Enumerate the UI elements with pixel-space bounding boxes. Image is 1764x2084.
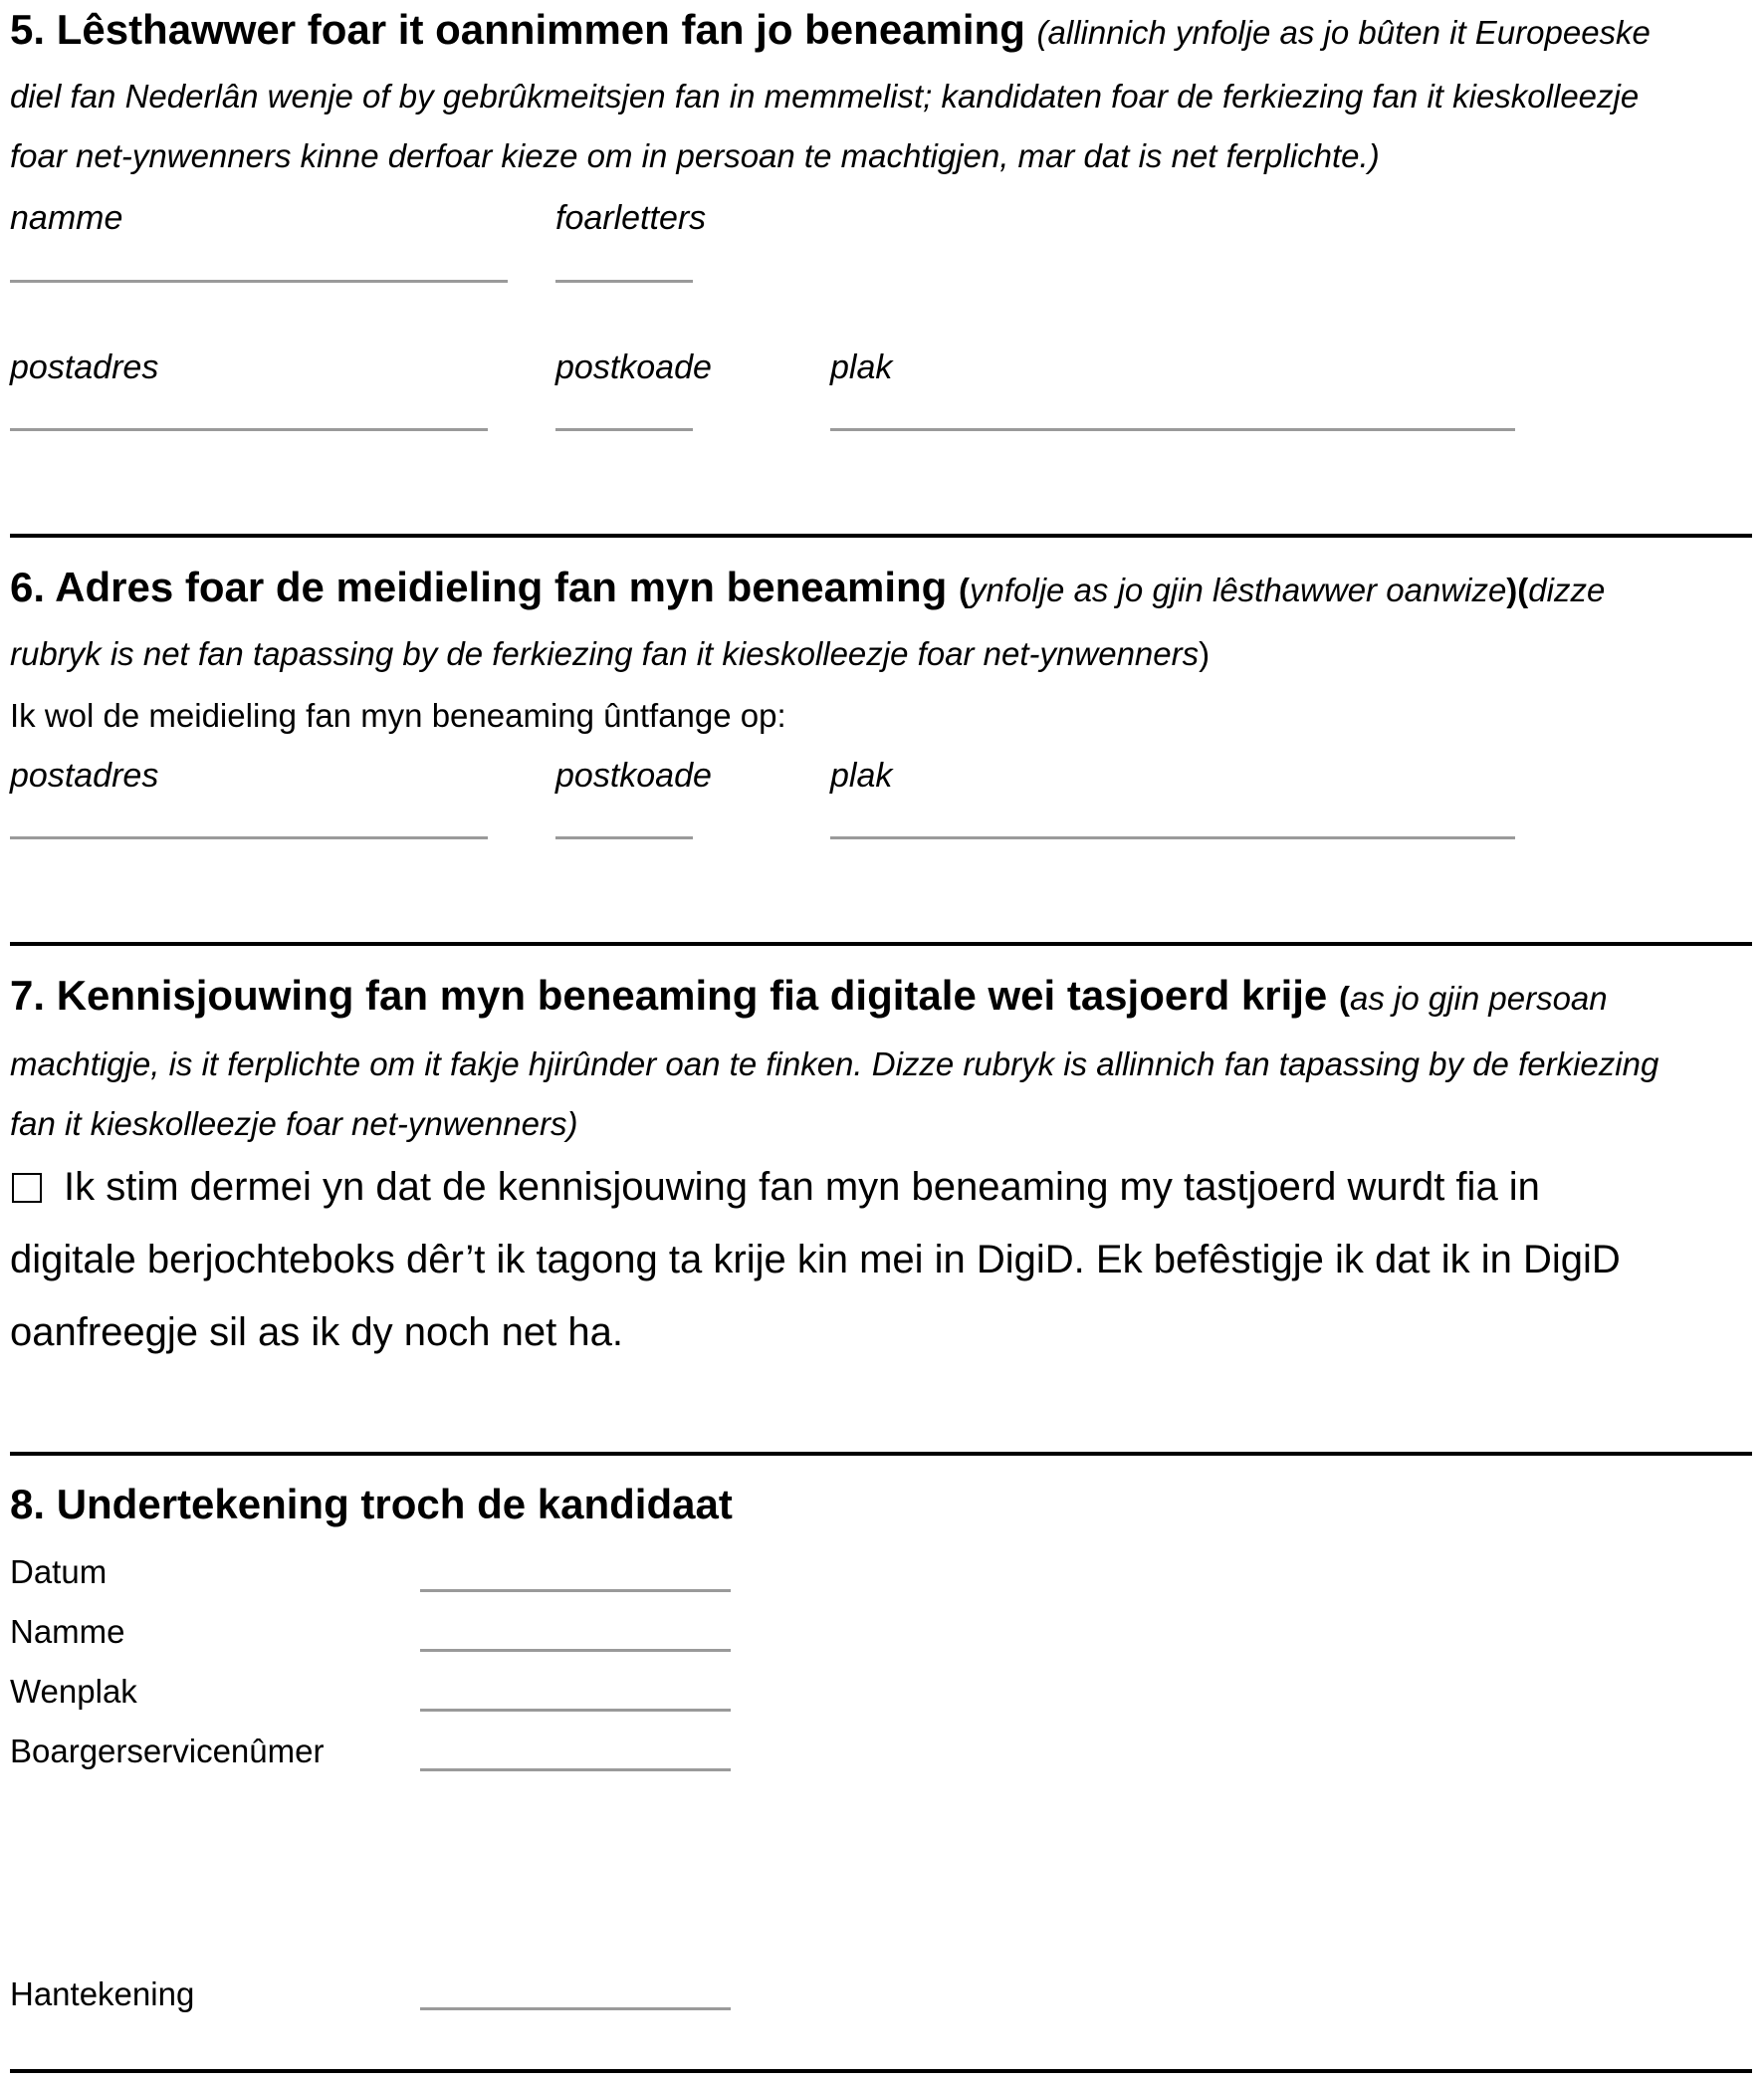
- label-namme: namme: [10, 199, 123, 237]
- paren-mid: )(: [1506, 572, 1529, 608]
- section-5-note-line-2: diel fan Nederlân wenje of by gebrûkmeitsjen fan in memmelist; kandidaten foar de ferkiezing fan it kieskolleezje: [10, 78, 1640, 115]
- section-5-heading: 5. Lêsthawwer foar it oannimmen fan jo beneaming: [10, 6, 1025, 53]
- section-5-note-line-3: foar net-ynwenners kinne derfoar kieze om in persoan te machtigjen, mar dat is net ferplichte.): [10, 137, 1380, 174]
- section-7-note-line-3: fan it kieskolleezje foar net-ynwenners): [10, 1105, 578, 1142]
- label-wenplak: Wenplak: [10, 1673, 137, 1710]
- section-divider: [10, 2069, 1752, 2073]
- section-6-heading: 6. Adres foar de meidieling fan myn beneaming: [10, 564, 948, 610]
- datum-field[interactable]: [420, 1589, 731, 1592]
- section-divider: [10, 942, 1752, 946]
- section-7-note-line-1: as jo gjin persoan: [1349, 980, 1608, 1017]
- label-plak: plak: [830, 348, 893, 386]
- section-6-note-line-2-text: rubryk is net fan tapassing by de ferkiezing fan it kieskolleezje foar net-ynwenners: [10, 635, 1200, 672]
- label-namme-sign: Namme: [10, 1613, 125, 1650]
- label-postkoade: postkoade: [555, 348, 712, 386]
- consent-text-line-3: oanfreegje sil as ik dy noch net ha.: [10, 1310, 623, 1354]
- section-5-title: [10, 6, 1651, 54]
- namme-field[interactable]: [10, 280, 508, 283]
- section-7-title: [10, 972, 1608, 1020]
- label-postadres-2: postadres: [10, 757, 159, 795]
- section-7-note-line-2: machtigje, is it ferplichte om it fakje hjirûnder oan te finken. Dizze rubryk is allinnich fan tapassing by de ferkiezing: [10, 1045, 1659, 1082]
- paren-close: ): [1199, 635, 1211, 672]
- hantekening-field[interactable]: [420, 2007, 731, 2010]
- section-8-heading: 8. Undertekening troch de kandidaat: [10, 1481, 733, 1527]
- plak-field[interactable]: [830, 428, 1515, 431]
- postadres-field[interactable]: [10, 428, 488, 431]
- label-bsn: Boargerservicenûmer: [10, 1733, 325, 1769]
- section-6-note-line-2: [10, 635, 1210, 673]
- bsn-field[interactable]: [420, 1768, 731, 1771]
- section-divider: [10, 534, 1752, 538]
- label-postadres: postadres: [10, 348, 159, 386]
- section-6-note-dizze: dizze: [1528, 572, 1606, 608]
- label-hantekening: Hantekening: [10, 1975, 195, 2012]
- postkoade-field[interactable]: [555, 428, 693, 431]
- section-6-intro: Ik wol de meidieling fan myn beneaming ûntfange op:: [10, 697, 786, 734]
- section-6-title: [10, 564, 1605, 611]
- consent-text-line-2: digitale berjochteboks dêr’t ik tagong ta krije kin mei in DigiD. Ek befêstigje ik dat ik in DigiD: [10, 1238, 1621, 1281]
- label-foarletters: foarletters: [555, 199, 707, 237]
- section-6-note-italic: ynfolje as jo gjin lêsthawwer oanwize: [970, 572, 1507, 608]
- wenplak-field[interactable]: [420, 1709, 731, 1712]
- postkoade-field-2[interactable]: [555, 836, 693, 839]
- plak-field-2[interactable]: [830, 836, 1515, 839]
- paren-open: (: [959, 572, 971, 608]
- section-divider: [10, 1452, 1752, 1456]
- label-plak-2: plak: [830, 757, 893, 795]
- section-7-heading: 7. Kennisjouwing fan myn beneaming fia digitale wei tasjoerd krije: [10, 972, 1328, 1019]
- label-datum: Datum: [10, 1553, 108, 1590]
- digid-consent-checkbox[interactable]: [12, 1173, 42, 1203]
- paren-open: (: [1338, 980, 1350, 1017]
- label-postkoade-2: postkoade: [555, 757, 712, 795]
- postadres-field-2[interactable]: [10, 836, 488, 839]
- section-5-note-line-1: (allinnich ynfolje as jo bûten it Europeeske: [1036, 14, 1651, 51]
- consent-text-line-1: Ik stim dermei yn dat de kennisjouwing fan myn beneaming my tastjoerd wurdt fia in: [64, 1165, 1540, 1209]
- foarletters-field[interactable]: [555, 280, 693, 283]
- namme-sign-field[interactable]: [420, 1649, 731, 1652]
